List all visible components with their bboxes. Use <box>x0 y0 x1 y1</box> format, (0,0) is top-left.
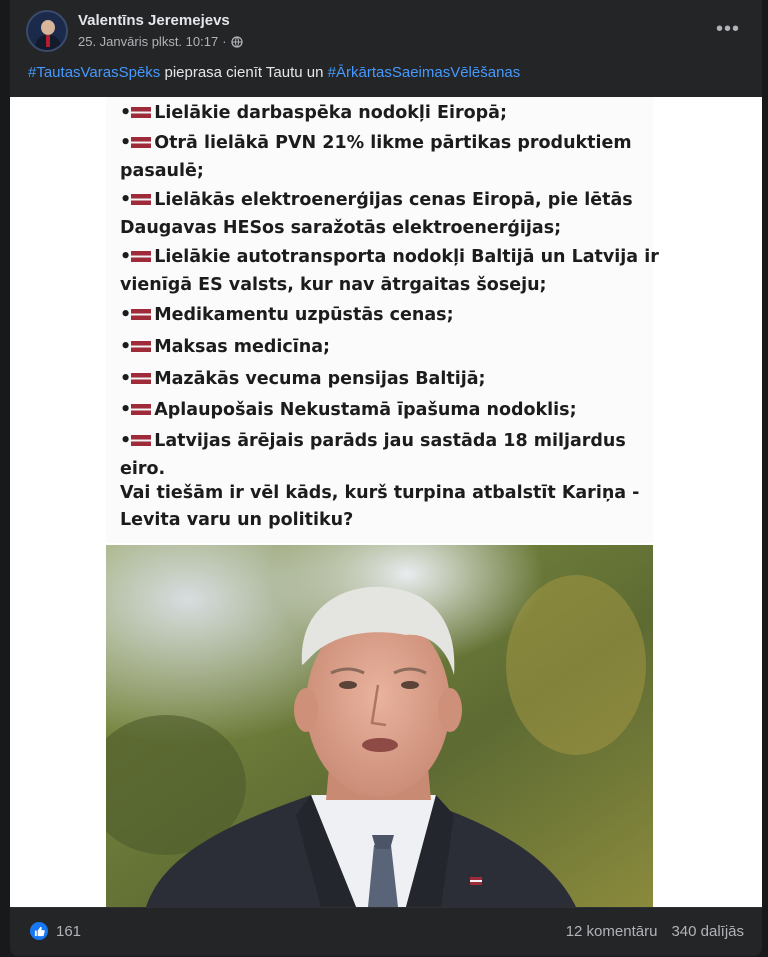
hashtag-link[interactable]: #ĀrkārtasSaeimasVēlēšanas <box>327 64 521 81</box>
post-card <box>10 0 762 956</box>
more-options-icon[interactable]: ••• <box>715 18 740 40</box>
portrait-photo <box>106 545 653 907</box>
post-stats <box>566 923 744 940</box>
image-text-line: • Lielākie autotransporta nodokļi Baltijā un Latvija ir <box>120 247 659 267</box>
timestamp[interactable]: 25. Janvāris plkst. 10:17 <box>78 34 219 49</box>
image-text-line: • Latvijas ārējais parāds jau sastāda 18 miljardus <box>120 431 626 451</box>
reactions-summary[interactable] <box>30 922 81 940</box>
image-text-line: • Lielākās elektroenerģijas cenas Eiropā, pie lētās <box>120 190 633 210</box>
image-text-line: • Mazākās vecuma pensijas Baltijā; <box>120 369 486 389</box>
avatar[interactable] <box>26 10 68 52</box>
post-footer <box>10 907 762 957</box>
image-text-line: • Medikamentu uzpūstās cenas; <box>120 305 454 325</box>
avatar-head <box>41 20 55 35</box>
image-text-line: vienīgā ES valsts, kur nav ātrgaitas šoseju; <box>120 275 547 295</box>
post-text-body: pieprasa cienīt Tautu un <box>160 64 328 81</box>
image-text-line: pasaulē; <box>120 161 204 181</box>
avatar-tie <box>46 35 50 47</box>
post-header <box>26 10 746 54</box>
image-text-block <box>106 97 659 543</box>
image-text-line: Daugavas HESos saražotās elektroenerģijas; <box>120 218 562 238</box>
image-text-line: • Otrā lielākā PVN 21% likme pārtikas produktiem <box>120 133 632 153</box>
image-text-line: • Aplaupošais Nekustamā īpašuma nodoklis; <box>120 400 577 420</box>
comments-count[interactable]: 12 komentāru <box>565 923 658 940</box>
image-text-line: eiro. <box>120 459 166 479</box>
image-text-line: • Maksas medicīna; <box>120 337 331 357</box>
shares-count[interactable]: 340 dalījās <box>671 923 744 940</box>
author-name[interactable]: Valentīns Jeremejevs <box>78 12 230 29</box>
likes-count: 161 <box>56 922 82 940</box>
hashtag-link[interactable]: #TautasVarasSpēks <box>28 64 161 81</box>
like-icon <box>30 922 48 940</box>
meta-separator: · <box>222 34 227 49</box>
image-text-line: Levita varu un politiku? <box>120 510 354 530</box>
post-image[interactable] <box>10 97 762 907</box>
post-meta <box>78 34 243 49</box>
post-text <box>28 64 520 81</box>
image-content <box>106 97 659 907</box>
globe-icon <box>231 36 243 48</box>
image-text-line: Vai tiešām ir vēl kāds, kurš turpina atbalstīt Kariņa - <box>120 483 640 503</box>
image-text-line: • Lielākie darbaspēka nodokļi Eiropā; <box>120 103 507 123</box>
